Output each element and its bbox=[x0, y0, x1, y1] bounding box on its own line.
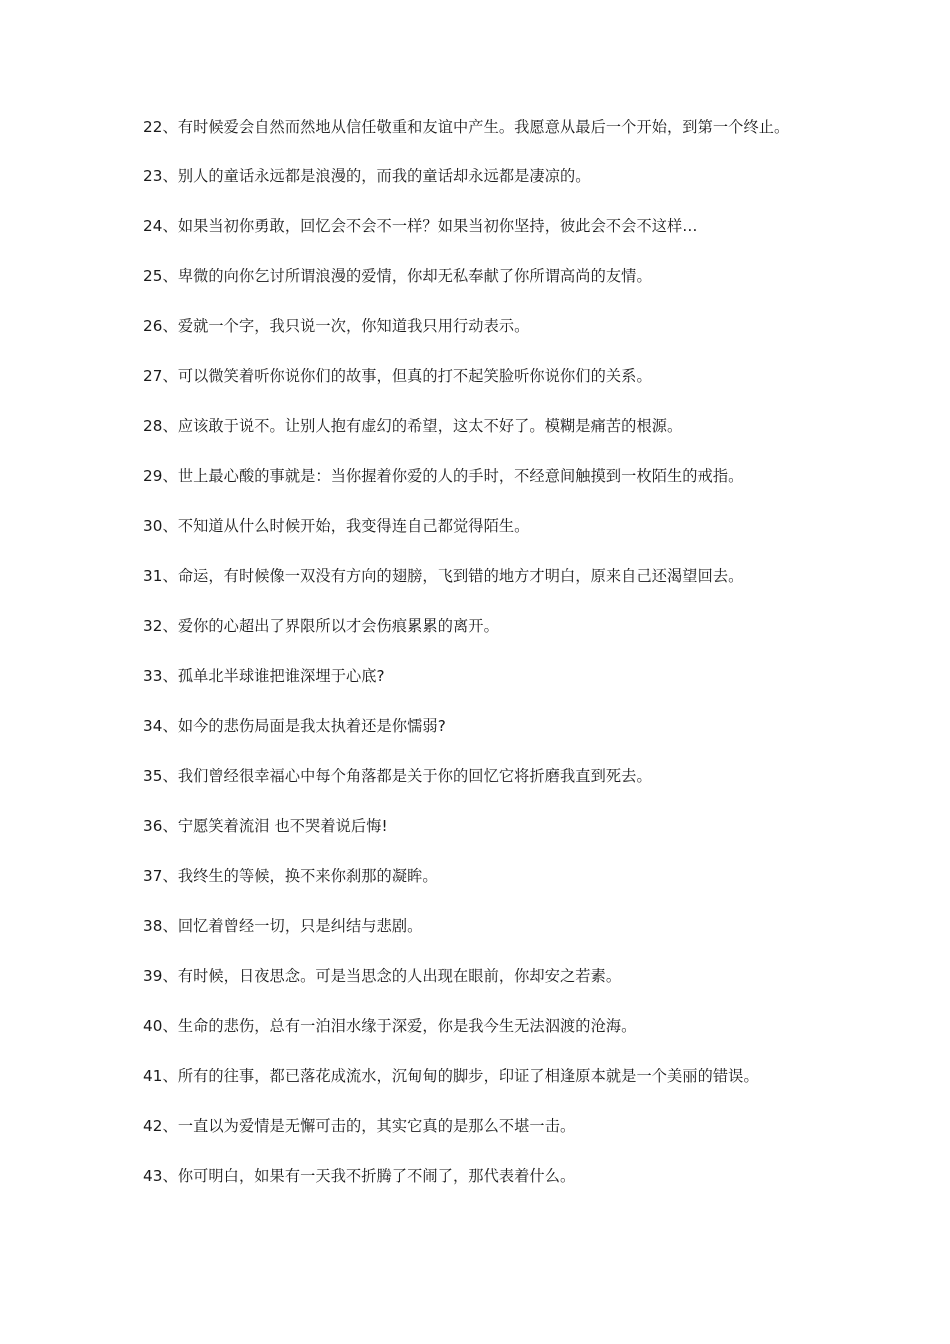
list-item: 34、如今的悲伤局面是我太执着还是你懦弱? bbox=[143, 717, 446, 735]
document-body bbox=[143, 115, 815, 1214]
list-item: 42、一直以为爱情是无懈可击的，其实它真的是那么不堪一击。 bbox=[143, 1117, 576, 1135]
list-item: 27、可以微笑着听你说你们的故事，但真的打不起笑脸听你说你们的关系。 bbox=[143, 367, 652, 385]
list-item: 43、你可明白，如果有一天我不折腾了不闹了，那代表着什么。 bbox=[143, 1167, 576, 1185]
list-item: 32、爱你的心超出了界限所以才会伤痕累累的离开。 bbox=[143, 617, 499, 635]
list-item: 39、有时候，日夜思念。可是当思念的人出现在眼前，你却安之若素。 bbox=[143, 967, 622, 985]
list-item: 28、应该敢于说不。让别人抱有虚幻的希望，这太不好了。模糊是痛苦的根源。 bbox=[143, 417, 683, 435]
list-item: 40、生命的悲伤，总有一泊泪水缘于深爱，你是我今生无法泅渡的沧海。 bbox=[143, 1017, 637, 1035]
list-item: 24、如果当初你勇敢，回忆会不会不一样？如果当初你坚持，彼此会不会不这样… bbox=[143, 217, 698, 235]
list-item: 30、不知道从什么时候开始，我变得连自己都觉得陌生。 bbox=[143, 517, 530, 535]
list-item: 25、卑微的向你乞讨所谓浪漫的爱情，你却无私奉献了你所谓高尚的友情。 bbox=[143, 267, 652, 285]
list-item: 33、孤单北半球谁把谁深埋于心底? bbox=[143, 667, 385, 685]
list-item: 26、爱就一个字，我只说一次，你知道我只用行动表示。 bbox=[143, 317, 530, 335]
list-item: 23、别人的童话永远都是浪漫的，而我的童话却永远都是凄凉的。 bbox=[143, 167, 591, 185]
list-item: 36、宁愿笑着流泪 也不哭着说后悔! bbox=[143, 817, 388, 835]
list-item: 22、有时候爱会自然而然地从信任敬重和友谊中产生。我愿意从最后一个开始，到第一个终止。 bbox=[143, 118, 790, 136]
list-item: 38、回忆着曾经一切，只是纠结与悲剧。 bbox=[143, 917, 423, 935]
list-item: 35、我们曾经很幸福心中每个角落都是关于你的回忆它将折磨我直到死去。 bbox=[143, 767, 652, 785]
list-item: 31、命运，有时候像一双没有方向的翅膀，飞到错的地方才明白，原来自己还渴望回去。 bbox=[143, 567, 744, 585]
list-item: 41、所有的往事，都已落花成流水，沉甸甸的脚步，印证了相逢原本就是一个美丽的错误。 bbox=[143, 1067, 759, 1085]
list-item: 29、世上最心酸的事就是：当你握着你爱的人的手时，不经意间触摸到一枚陌生的戒指。 bbox=[143, 467, 744, 485]
list-item: 37、我终生的等候，换不来你刹那的凝眸。 bbox=[143, 867, 438, 885]
